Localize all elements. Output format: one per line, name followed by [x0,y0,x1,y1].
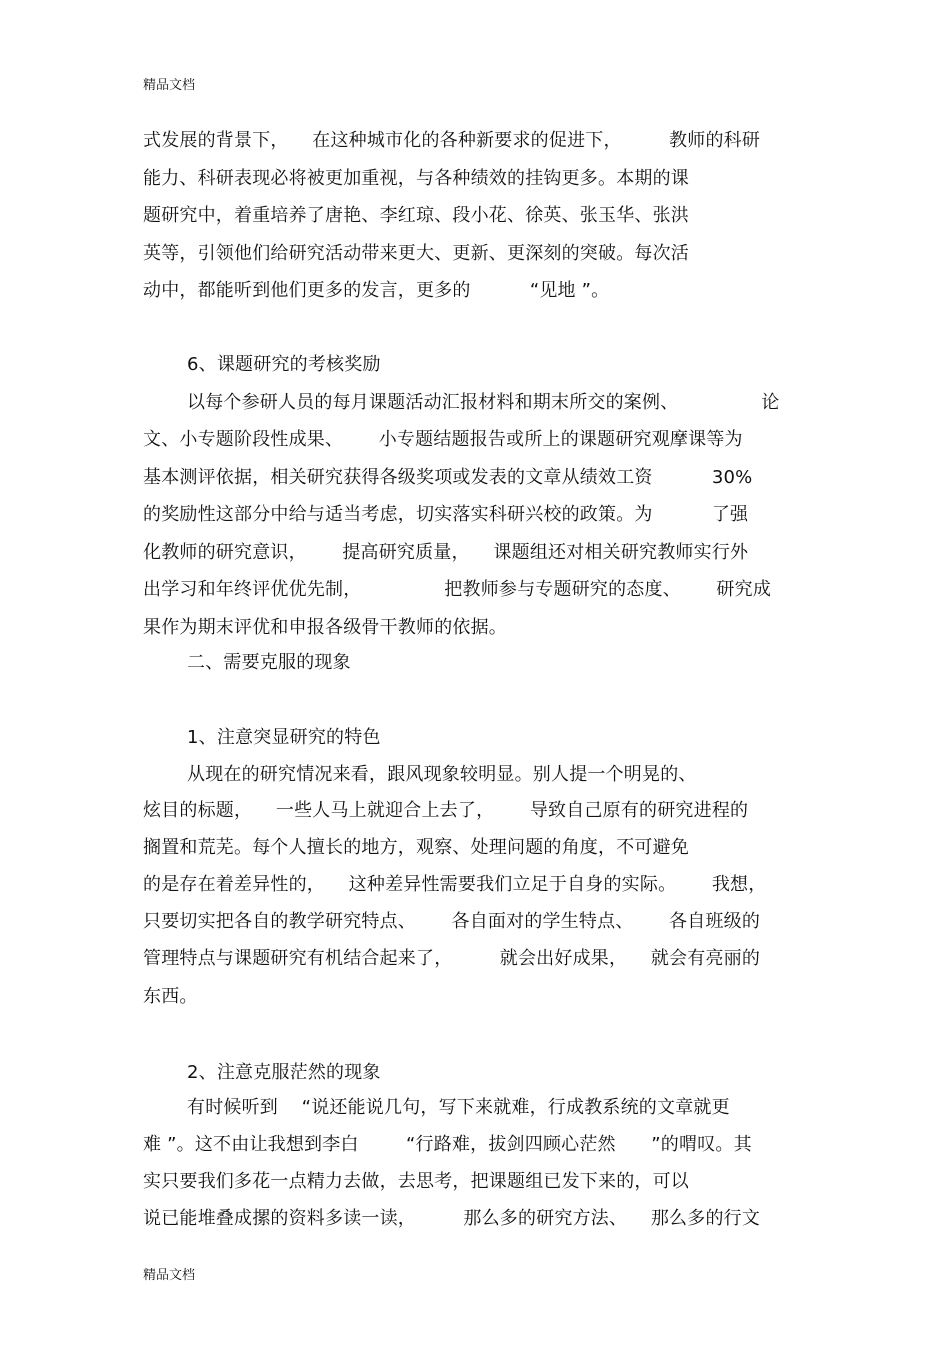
page-header: 精品文档 [143,78,196,93]
section-heading: 1、注意突显研究的特色 [187,727,381,748]
paragraph-line: 说已能堆叠成摞的资料多读一读， 那么多的研究方法、 那么多的行文 [143,1208,761,1229]
paragraph-line: 化教师的研究意识， 提高研究质量， 课题组还对相关研究教师实行外 [143,542,749,563]
paragraph-line: 果作为期末评优和申报各级骨干教师的依据。 [143,617,507,638]
section-heading: 6、课题研究的考核奖励 [187,354,381,375]
paragraph-line: 的是存在着差异性的， 这种差异性需要我们立足于自身的实际。 我想， [143,874,767,895]
paragraph-line: 以每个参研人员的每月课题活动汇报材料和期末所交的案例、 论 [187,392,780,413]
paragraph-line: 有时候听到 “说还能说几句，写下来就难，行成教系统的文章就更 [187,1097,730,1118]
paragraph-line: 难 ”。这不由让我想到李白 “行路难，拔剑四顾心茫然 ”的喟叹。其 [143,1134,752,1155]
paragraph-line: 基本测评依据，相关研究获得各级奖项或发表的文章从绩效工资 30% [143,467,753,488]
paragraph-line: 东西。 [143,986,198,1007]
paragraph-line: 文、小专题阶段性成果、 小专题结题报告或所上的课题研究观摩课等为 [143,429,743,450]
paragraph-line: 只要切实把各自的教学研究特点、 各自面对的学生特点、 各自班级的 [143,911,761,932]
paragraph-line: 实只要我们多花一点精力去做，去思考，把课题组已发下来的，可以 [143,1171,689,1192]
paragraph-line: 式发展的背景下， 在这种城市化的各种新要求的促进下， 教师的科研 [143,130,761,151]
paragraph-line: 搁置和荒芜。每个人擅长的地方，观察、处理问题的角度，不可避免 [143,837,689,858]
paragraph-line: 动中，都能听到他们更多的发言，更多的 “见地 ”。 [143,280,610,301]
paragraph-line: 英等，引领他们给研究活动带来更大、更新、更深刻的突破。每次活 [143,243,689,264]
paragraph-line: 管理特点与课题研究有机结合起来了， 就会出好成果， 就会有亮丽的 [143,948,761,969]
paragraph-line: 题研究中，着重培养了唐艳、李红琼、段小花、徐英、张玉华、张洪 [143,205,689,226]
paragraph-line: 的奖励性这部分中给与适当考虑，切实落实科研兴校的政策。为 了强 [143,504,749,525]
paragraph-line: 炫目的标题， 一些人马上就迎合上去了， 导致自己原有的研究进程的 [143,800,749,821]
section-heading: 2、注意克服茫然的现象 [187,1062,381,1083]
paragraph-line: 能力、科研表现必将被更加重视，与各种绩效的挂钩更多。本期的课 [143,168,689,189]
page-footer: 精品文档 [143,1268,196,1283]
paragraph-line: 从现在的研究情况来看，跟风现象较明显。别人提一个明晃的、 [187,764,697,785]
paragraph-line: 出学习和年终评优优先制， 把教师参与专题研究的态度、 研究成 [143,579,772,600]
section-heading: 二、需要克服的现象 [187,652,351,673]
